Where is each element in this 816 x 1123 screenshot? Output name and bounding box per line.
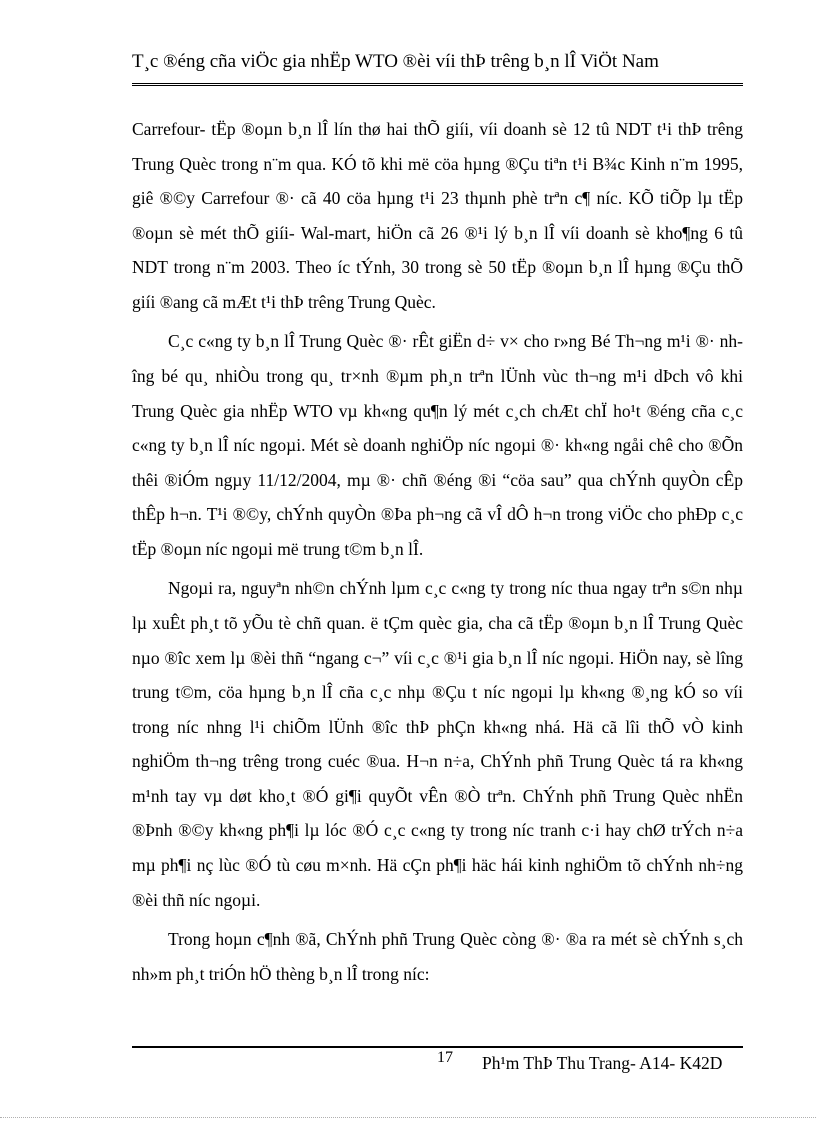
- page-bottom-edge: [0, 1117, 816, 1118]
- footer-author: Ph¹m ThÞ Thu Trang- A14- K42D: [482, 1053, 723, 1073]
- page-number: 17: [437, 1049, 453, 1066]
- paragraph: Trong hoµn c¶nh ®ã, ChÝnh phñ Trung Quèc còng ®· ®a ra mét sè chÝnh s¸ch nh»m ph¸t triÓn hÖ thèng b¸n lÎ trong níc:: [132, 929, 743, 984]
- paragraph: Ngoµi ra, nguyªn nh©n chÝnh lµm c¸c c«ng ty trong níc thua ngay trªn s©n nhµ lµ xuÊt ph¸t tõ yÕu tè chñ quan. ë tÇm quèc gia, cha cã tËp ®oµn b¸n lÎ Trung Quèc nµo ®îc xem lµ ®èi thñ “ngang c¬” víi c¸c ®¹i gia b¸n lÎ níc ngoµi. HiÖn nay, sè lîng trung t©m, cöa hµng b¸n lÎ cña c¸c nhµ ®Çu t níc ngoµi lµ kh«ng ®¸ng kÓ so víi trong níc nhng l¹i chiÕm lÜnh ®îc thÞ phÇn kh«ng nhá. Hä cã lîi thÕ vÒ kinh nghiÖm th¬ng trêng trong cuéc ®ua. H¬n n÷a, ChÝnh phñ Trung Quèc tá ra kh«ng m¹nh tay vµ døt kho¸t ®Ó gi¶i quyÕt vÊn ®Ò trªn. ChÝnh phñ Trung Quèc nhËn ®Þnh ®©y kh«ng ph¶i lµ lóc ®Ó c¸c c«ng ty trong níc tranh c·i hay chØ trÝch n÷a mµ ph¶i nç lùc ®Ó tù cøu m×nh. Hä cÇn ph¶i häc hái kinh nghiÖm tõ chÝnh nh÷ng ®èi thñ níc ngoµi.: [132, 578, 743, 910]
- paragraph: Carrefour- tËp ®oµn b¸n lÎ lín thø hai thÕ giíi, víi doanh sè 12 tû NDT t¹i thÞ trêng Trung Quèc trong n¨m qua. KÓ tõ khi më cöa hµng ®Çu tiªn t¹i B¾c Kinh n¨m 1995, giê ®©y Carrefour ®· cã 40 cöa hµng t¹i 23 thµnh phè trªn c¶ níc. KÕ tiÕp lµ tËp ®oµn sè mét thÕ giíi- Wal-mart, hiÖn cã 26 ®¹i lý b¸n lÎ víi doanh sè kho¶ng 6 tû NDT trong n¨m 2003. Theo íc tÝnh, 30 trong sè 50 tËp ®oµn b¸n lÎ hµng ®Çu thÕ giíi ®ang cã mÆt t¹i thÞ trêng Trung Quèc.: [132, 119, 743, 312]
- footer-divider: [132, 1046, 743, 1048]
- document-body: [132, 112, 743, 991]
- paragraph: C¸c c«ng ty b¸n lÎ Trung Quèc ®· rÊt giËn d÷ v× cho r»ng Bé Th¬ng m¹i ®· nhîng bé qu¸ nhiÒu trong qu¸ tr×nh ®µm ph¸n trªn lÜnh vùc th¬ng m¹i dÞch vô khi Trung Quèc gia nhËp WTO vµ kh«ng qu¶n lý mét c¸ch chÆt chÏ ho¹t ®éng cña c¸c c«ng ty b¸n lÎ níc ngoµi. Mét sè doanh nghiÖp níc ngoµi ®· kh«ng ngåi chê cho ®Õn thêi ®iÓm ngµy 11/12/2004, mµ ®· chñ ®éng ®i “cöa sau” qua chÝnh quyÒn cÊp thÊp h¬n. T¹i ®©y, chÝnh quyÒn ®Þa ph¬ng cã vÎ dÔ h¬n trong viÖc cho phÐp c¸c tËp ®oµn níc ngoµi më trung t©m b¸n lÎ.: [132, 331, 743, 559]
- header-divider: [132, 83, 743, 86]
- running-header: T¸c ®éng cña viÖc gia nhËp WTO ®èi víi thÞ trêng b¸n lÎ ViÖt Nam: [132, 51, 659, 72]
